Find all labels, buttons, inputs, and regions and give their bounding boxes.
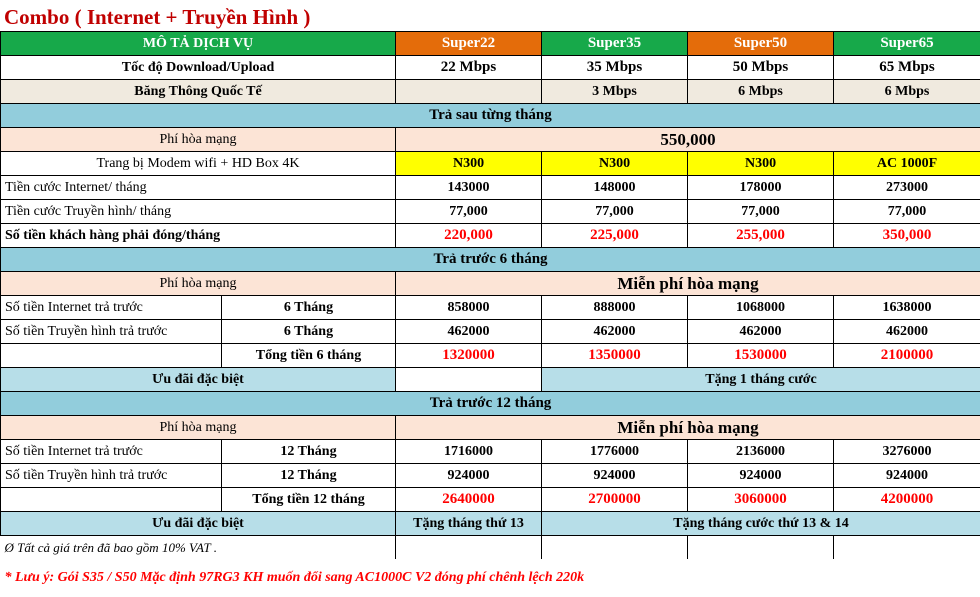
intl-label: Băng Thông Quốc Tế	[1, 80, 396, 104]
tv-prepaid-value: 924000	[688, 464, 834, 488]
section-six-months: Trả trước 6 tháng	[1, 248, 980, 272]
plan-super65: Super65	[834, 32, 980, 56]
total-prepaid-value: 2700000	[542, 488, 688, 512]
tv-monthly-value: 77,000	[396, 200, 542, 224]
section-monthly: Trả sau từng tháng	[1, 104, 980, 128]
internet-prepaid-value: 1068000	[688, 296, 834, 320]
plan-super50: Super50	[688, 32, 834, 56]
tv-monthly-value: 77,000	[688, 200, 834, 224]
speed-value: 50 Mbps	[688, 56, 834, 80]
speed-label: Tốc độ Download/Upload	[1, 56, 396, 80]
fee-label: Phí hòa mạng	[1, 416, 396, 440]
header-row	[1, 32, 980, 56]
promo-value: Tặng tháng cước thứ 13 & 14	[542, 512, 980, 536]
internet-prepaid-value: 1776000	[542, 440, 688, 464]
total-prepaid-value: 2640000	[396, 488, 542, 512]
tv-prepaid-label: Số tiền Truyền hình trả trước	[1, 464, 222, 488]
modem-value: AC 1000F	[834, 152, 980, 176]
intl-value: 3 Mbps	[542, 80, 688, 104]
fee-value: 550,000	[396, 128, 980, 152]
internet-prepaid-label: Số tiền Internet trả trước	[1, 440, 222, 464]
internet-monthly-value: 143000	[396, 176, 542, 200]
tv-prepaid-value: 462000	[542, 320, 688, 344]
modem-value: N300	[396, 152, 542, 176]
fee-value: Miễn phí hòa mạng	[396, 416, 980, 440]
speed-value: 65 Mbps	[834, 56, 980, 80]
modem-value: N300	[688, 152, 834, 176]
total-prepaid-value: 1350000	[542, 344, 688, 368]
empty-cell	[1, 344, 222, 368]
empty-cell	[688, 536, 834, 560]
price-table	[0, 31, 980, 597]
plan-super22: Super22	[396, 32, 542, 56]
warning-note: * Lưu ý: Gói S35 / S50 Mặc định 97RG3 KH muốn đổi sang AC1000C V2 đóng phí chênh lệch 220k	[1, 559, 980, 597]
intl-row	[1, 80, 980, 104]
internet-prepaid-value: 1716000	[396, 440, 542, 464]
plan-super35: Super35	[542, 32, 688, 56]
tv-monthly-value: 77,000	[834, 200, 980, 224]
modem-value: N300	[542, 152, 688, 176]
tv-prepaid-value: 462000	[834, 320, 980, 344]
internet-monthly-label: Tiền cước Internet/ tháng	[1, 176, 396, 200]
total-prepaid-value: 4200000	[834, 488, 980, 512]
internet-prepaid-value: 888000	[542, 296, 688, 320]
tv-prepaid-value: 924000	[834, 464, 980, 488]
total-monthly-value: 220,000	[396, 224, 542, 248]
empty-cell	[542, 536, 688, 560]
intl-value: 6 Mbps	[834, 80, 980, 104]
fee-label: Phí hòa mạng	[1, 272, 396, 296]
vat-note: Ø Tất cả giá trên đã bao gồm 10% VAT .	[1, 536, 396, 560]
period-label: 12 Tháng	[222, 464, 396, 488]
fee-label: Phí hòa mạng	[1, 128, 396, 152]
internet-prepaid-value: 1638000	[834, 296, 980, 320]
speed-value: 22 Mbps	[396, 56, 542, 80]
total-monthly-value: 225,000	[542, 224, 688, 248]
promo-label: Ưu đãi đặc biệt	[1, 368, 396, 392]
tv-monthly-value: 77,000	[542, 200, 688, 224]
period-label: 12 Tháng	[222, 440, 396, 464]
tv-prepaid-label: Số tiền Truyền hình trả trước	[1, 320, 222, 344]
empty-cell	[396, 536, 542, 560]
internet-monthly-value: 273000	[834, 176, 980, 200]
fee-value: Miễn phí hòa mạng	[396, 272, 980, 296]
total-prepaid-value: 2100000	[834, 344, 980, 368]
promo-label: Ưu đãi đặc biệt	[1, 512, 396, 536]
page-title: Combo ( Internet + Truyền Hình )	[0, 0, 980, 31]
total-prepaid-value: 1320000	[396, 344, 542, 368]
tv-prepaid-value: 924000	[542, 464, 688, 488]
intl-value: 6 Mbps	[688, 80, 834, 104]
total-prepaid-label: Tổng tiền 12 tháng	[222, 488, 396, 512]
internet-prepaid-value: 3276000	[834, 440, 980, 464]
promo-value: Tặng tháng thứ 13	[396, 512, 542, 536]
empty-cell	[1, 488, 222, 512]
internet-monthly-value: 148000	[542, 176, 688, 200]
internet-monthly-value: 178000	[688, 176, 834, 200]
tv-prepaid-value: 924000	[396, 464, 542, 488]
promo-value	[396, 368, 542, 392]
speed-value: 35 Mbps	[542, 56, 688, 80]
section-twelve-months: Trả trước 12 tháng	[1, 392, 980, 416]
empty-cell	[834, 536, 980, 560]
header-desc: MÔ TẢ DỊCH VỤ	[1, 32, 396, 56]
period-label: 6 Tháng	[222, 296, 396, 320]
promo-value: Tặng 1 tháng cước	[542, 368, 980, 392]
internet-prepaid-value: 858000	[396, 296, 542, 320]
total-prepaid-value: 1530000	[688, 344, 834, 368]
internet-prepaid-value: 2136000	[688, 440, 834, 464]
total-monthly-value: 350,000	[834, 224, 980, 248]
period-label: 6 Tháng	[222, 320, 396, 344]
tv-prepaid-value: 462000	[688, 320, 834, 344]
total-monthly-value: 255,000	[688, 224, 834, 248]
total-prepaid-label: Tổng tiền 6 tháng	[222, 344, 396, 368]
internet-prepaid-label: Số tiền Internet trả trước	[1, 296, 222, 320]
total-monthly-label: Số tiền khách hàng phải đóng/tháng	[1, 224, 396, 248]
modem-label: Trang bị Modem wifi + HD Box 4K	[1, 152, 396, 176]
speed-row	[1, 56, 980, 80]
intl-value	[396, 80, 542, 104]
tv-monthly-label: Tiền cước Truyền hình/ tháng	[1, 200, 396, 224]
total-prepaid-value: 3060000	[688, 488, 834, 512]
tv-prepaid-value: 462000	[396, 320, 542, 344]
